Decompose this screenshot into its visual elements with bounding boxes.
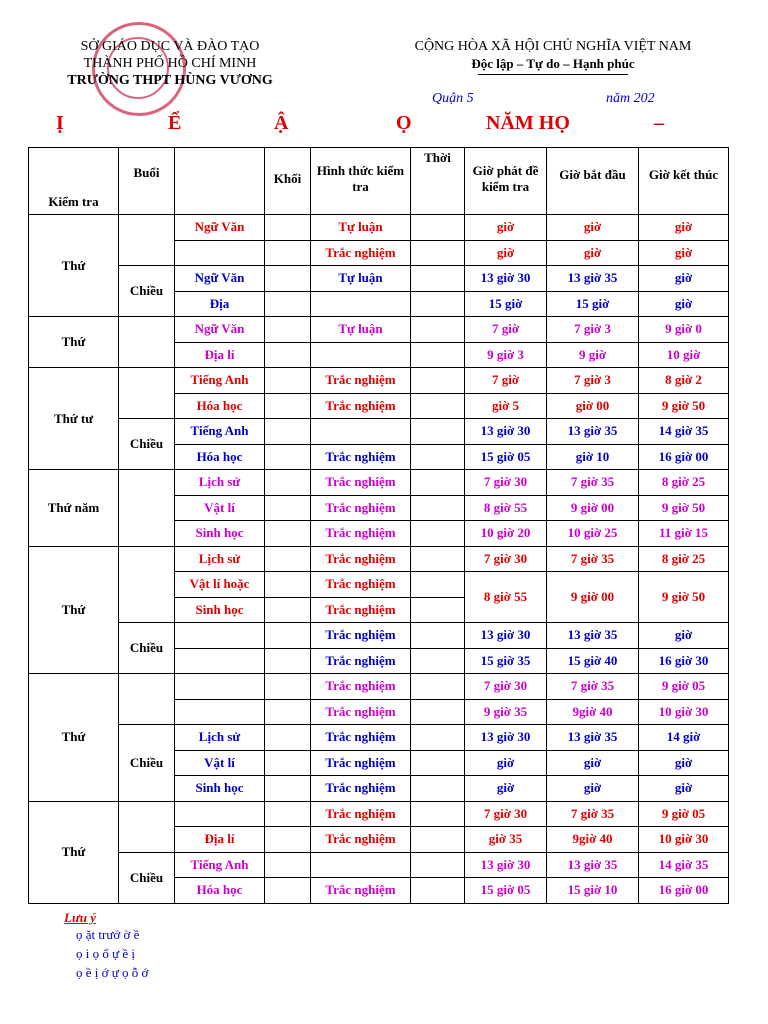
grade-cell — [265, 419, 311, 445]
bat-time-cell: giờ 00 — [547, 393, 639, 419]
phat-time-cell: 9 giờ 3 — [465, 342, 547, 368]
grade-cell — [265, 470, 311, 496]
phat-time-cell: 8 giờ 55 — [465, 572, 547, 623]
bat-time-cell: 13 giờ 35 — [547, 852, 639, 878]
bat-time-cell: 7 giờ 35 — [547, 470, 639, 496]
ket-time-cell: 16 giờ 00 — [639, 444, 729, 470]
duration-cell — [411, 266, 465, 292]
subject-cell: Lịch sử — [175, 546, 265, 572]
subject-cell — [175, 648, 265, 674]
duration-cell — [411, 419, 465, 445]
title-part-4: Ọ — [396, 112, 412, 134]
ket-time-cell: giờ — [639, 266, 729, 292]
phat-time-cell: 13 giờ 30 — [465, 852, 547, 878]
exam-type-cell: Trắc nghiệm — [311, 725, 411, 751]
exam-type-cell — [311, 342, 411, 368]
subject-cell: Hóa học — [175, 878, 265, 904]
duration-cell — [411, 342, 465, 368]
subject-cell: Sinh học — [175, 776, 265, 802]
day-cell: Thứ — [29, 215, 119, 317]
title-part-2: Ể — [168, 112, 182, 134]
table-row — [29, 317, 729, 343]
duration-cell — [411, 674, 465, 700]
phat-time-cell: giờ — [465, 240, 547, 266]
duration-cell — [411, 699, 465, 725]
table-row — [29, 419, 729, 445]
duration-cell — [411, 317, 465, 343]
phat-time-cell: 13 giờ 30 — [465, 419, 547, 445]
issuer-line-2: THÀNH PHỐ HỒ CHÍ MINH — [83, 56, 257, 71]
duration-cell — [411, 393, 465, 419]
ket-time-cell: 8 giờ 25 — [639, 470, 729, 496]
note-line-1: ọ ặt trướ ờ ề — [76, 927, 140, 942]
grade-cell — [265, 368, 311, 394]
session-cell: Chiều — [119, 623, 175, 674]
exam-type-cell: Trắc nghiệm — [311, 776, 411, 802]
phat-time-cell: 15 giờ 05 — [465, 878, 547, 904]
exam-type-cell: Trắc nghiệm — [311, 597, 411, 623]
duration-cell — [411, 725, 465, 751]
grade-cell — [265, 291, 311, 317]
col-header: Giờ phát đề kiểm tra — [465, 148, 547, 215]
exam-type-cell: Trắc nghiệm — [311, 750, 411, 776]
session-cell — [119, 546, 175, 623]
grade-cell — [265, 215, 311, 241]
subject-cell — [175, 801, 265, 827]
day-cell: Thứ — [29, 674, 119, 802]
duration-cell — [411, 521, 465, 547]
grade-cell — [265, 725, 311, 751]
phat-time-cell: 13 giờ 30 — [465, 266, 547, 292]
bat-time-cell: 7 giờ 3 — [547, 317, 639, 343]
session-cell — [119, 317, 175, 368]
phat-time-cell: 7 giờ — [465, 317, 547, 343]
duration-cell — [411, 444, 465, 470]
subject-cell: Vật lí — [175, 750, 265, 776]
subject-cell: Địa lí — [175, 827, 265, 853]
grade-cell — [265, 572, 311, 598]
subject-cell: Tiếng Anh — [175, 419, 265, 445]
subject-cell: Địa — [175, 291, 265, 317]
ket-time-cell: 9 giờ 05 — [639, 674, 729, 700]
session-cell: Chiều — [119, 725, 175, 802]
date-district: Quận 5 — [432, 91, 474, 106]
exam-type-cell: Trắc nghiệm — [311, 444, 411, 470]
ket-time-cell: 10 giờ 30 — [639, 827, 729, 853]
ket-time-cell: 10 giờ — [639, 342, 729, 368]
duration-cell — [411, 291, 465, 317]
table-row — [29, 725, 729, 751]
table-row — [29, 623, 729, 649]
bat-time-cell: 7 giờ 35 — [547, 546, 639, 572]
duration-cell — [411, 648, 465, 674]
ket-time-cell: 9 giờ 0 — [639, 317, 729, 343]
exam-schedule-table — [28, 147, 729, 904]
bat-time-cell: 9 giờ — [547, 342, 639, 368]
exam-type-cell: Trắc nghiệm — [311, 699, 411, 725]
subject-cell — [175, 240, 265, 266]
ket-time-cell: 9 giờ 05 — [639, 801, 729, 827]
bat-time-cell: 7 giờ 35 — [547, 801, 639, 827]
subject-cell: Ngữ Văn — [175, 215, 265, 241]
title-part-5: NĂM HỌ — [486, 112, 570, 134]
subject-cell — [175, 623, 265, 649]
table-row — [29, 674, 729, 700]
col-header: Hình thức kiểm tra — [311, 148, 411, 215]
day-cell: Thứ — [29, 546, 119, 674]
phat-time-cell: giờ — [465, 215, 547, 241]
ket-time-cell: giờ — [639, 215, 729, 241]
ket-time-cell: 8 giờ 2 — [639, 368, 729, 394]
phat-time-cell: 15 giờ 35 — [465, 648, 547, 674]
grade-cell — [265, 648, 311, 674]
grade-cell — [265, 801, 311, 827]
table-row — [29, 470, 729, 496]
session-cell: Chiều — [119, 852, 175, 903]
phat-time-cell: 15 giờ — [465, 291, 547, 317]
session-cell — [119, 674, 175, 725]
ket-time-cell: giờ — [639, 240, 729, 266]
subject-cell — [175, 674, 265, 700]
exam-type-cell: Trắc nghiệm — [311, 240, 411, 266]
grade-cell — [265, 521, 311, 547]
subject-cell — [175, 699, 265, 725]
duration-cell — [411, 801, 465, 827]
ket-time-cell: 9 giờ 50 — [639, 572, 729, 623]
grade-cell — [265, 878, 311, 904]
ket-time-cell: 10 giờ 30 — [639, 699, 729, 725]
national-motto-block — [378, 38, 728, 75]
phat-time-cell: giờ — [465, 750, 547, 776]
duration-cell — [411, 776, 465, 802]
exam-type-cell — [311, 852, 411, 878]
grade-cell — [265, 776, 311, 802]
issuer-line-1: SỞ GIÁO DỤC VÀ ĐÀO TẠO — [80, 39, 260, 54]
bat-time-cell: giờ — [547, 240, 639, 266]
issuer-line-3: TRƯỜNG THPT HÙNG VƯƠNG — [67, 73, 273, 88]
duration-cell — [411, 852, 465, 878]
bat-time-cell: 13 giờ 35 — [547, 623, 639, 649]
duration-cell — [411, 495, 465, 521]
ket-time-cell: 14 giờ 35 — [639, 419, 729, 445]
phat-time-cell: 7 giờ 30 — [465, 546, 547, 572]
duration-cell — [411, 827, 465, 853]
grade-cell — [265, 699, 311, 725]
bat-time-cell: giờ — [547, 750, 639, 776]
day-cell: Thứ năm — [29, 470, 119, 547]
ket-time-cell: 14 giờ 35 — [639, 852, 729, 878]
subject-cell: Sinh học — [175, 521, 265, 547]
duration-cell — [411, 750, 465, 776]
subject-cell: Ngữ Văn — [175, 266, 265, 292]
subject-cell: Lịch sử — [175, 470, 265, 496]
phat-time-cell: 15 giờ 05 — [465, 444, 547, 470]
col-header — [175, 148, 265, 215]
day-cell: Thứ — [29, 317, 119, 368]
day-cell: Thứ tư — [29, 368, 119, 470]
exam-type-cell: Trắc nghiệm — [311, 623, 411, 649]
session-cell — [119, 215, 175, 266]
session-cell — [119, 470, 175, 547]
exam-type-cell: Trắc nghiệm — [311, 674, 411, 700]
grade-cell — [265, 546, 311, 572]
grade-cell — [265, 266, 311, 292]
table-row — [29, 215, 729, 241]
col-header: Giờ kết thúc — [639, 148, 729, 215]
title-part-1: Ị — [56, 112, 64, 134]
col-header: Thời — [411, 148, 465, 215]
day-cell: Thứ — [29, 801, 119, 903]
bat-time-cell: 13 giờ 35 — [547, 419, 639, 445]
col-header: Buổi — [119, 148, 175, 215]
bat-time-cell: 13 giờ 35 — [547, 266, 639, 292]
duration-cell — [411, 470, 465, 496]
bat-time-cell: 9giờ 40 — [547, 699, 639, 725]
issuer-block — [40, 38, 300, 89]
exam-type-cell: Trắc nghiệm — [311, 521, 411, 547]
phat-time-cell: 10 giờ 20 — [465, 521, 547, 547]
session-cell: Chiều — [119, 266, 175, 317]
phat-time-cell: 13 giờ 30 — [465, 623, 547, 649]
ket-time-cell: 8 giờ 25 — [639, 546, 729, 572]
ket-time-cell: giờ — [639, 776, 729, 802]
exam-type-cell: Trắc nghiệm — [311, 827, 411, 853]
subject-cell: Hóa học — [175, 444, 265, 470]
phat-time-cell: 8 giờ 55 — [465, 495, 547, 521]
exam-type-cell: Trắc nghiệm — [311, 495, 411, 521]
duration-cell — [411, 597, 465, 623]
duration-cell — [411, 572, 465, 598]
ket-time-cell: 16 giờ 00 — [639, 878, 729, 904]
ket-time-cell: giờ — [639, 291, 729, 317]
duration-cell — [411, 546, 465, 572]
subject-cell: Địa lí — [175, 342, 265, 368]
grade-cell — [265, 393, 311, 419]
subject-cell: Sinh học — [175, 597, 265, 623]
ket-time-cell: 11 giờ 15 — [639, 521, 729, 547]
grade-cell — [265, 827, 311, 853]
grade-cell — [265, 317, 311, 343]
table-header-row — [29, 148, 729, 215]
phat-time-cell: giờ — [465, 776, 547, 802]
grade-cell — [265, 852, 311, 878]
grade-cell — [265, 495, 311, 521]
exam-type-cell: Trắc nghiệm — [311, 470, 411, 496]
phat-time-cell: 7 giờ 30 — [465, 674, 547, 700]
table-row — [29, 801, 729, 827]
subject-cell: Vật lí hoặc — [175, 572, 265, 598]
duration-cell — [411, 215, 465, 241]
subject-cell: Vật lí — [175, 495, 265, 521]
subject-cell: Tiếng Anh — [175, 368, 265, 394]
col-header: Khối — [265, 148, 311, 215]
session-cell — [119, 801, 175, 852]
table-row — [29, 266, 729, 292]
duration-cell — [411, 368, 465, 394]
table-row — [29, 368, 729, 394]
bat-time-cell: 15 giờ 10 — [547, 878, 639, 904]
session-cell — [119, 368, 175, 419]
table-row — [29, 546, 729, 572]
ket-time-cell: 14 giờ — [639, 725, 729, 751]
title-part-3: Ậ — [274, 112, 289, 134]
note-label: Lưu ý — [64, 910, 96, 925]
grade-cell — [265, 342, 311, 368]
note-line-3: ọ ề ị ớ ự ọ ỗ ớ — [76, 965, 149, 980]
grade-cell — [265, 444, 311, 470]
exam-type-cell — [311, 419, 411, 445]
exam-type-cell: Tự luận — [311, 317, 411, 343]
phat-time-cell: giờ 35 — [465, 827, 547, 853]
exam-type-cell: Tự luận — [311, 266, 411, 292]
date-year: năm 202 — [606, 91, 655, 106]
duration-cell — [411, 878, 465, 904]
grade-cell — [265, 597, 311, 623]
subject-cell: Lịch sử — [175, 725, 265, 751]
bat-time-cell: 9giờ 40 — [547, 827, 639, 853]
exam-type-cell: Trắc nghiệm — [311, 648, 411, 674]
bat-time-cell: 13 giờ 35 — [547, 725, 639, 751]
bat-time-cell: giờ — [547, 215, 639, 241]
ket-time-cell: 9 giờ 50 — [639, 393, 729, 419]
motto: Độc lập – Tự do – Hạnh phúc — [471, 56, 635, 71]
bat-time-cell: 15 giờ — [547, 291, 639, 317]
exam-type-cell: Trắc nghiệm — [311, 546, 411, 572]
bat-time-cell: giờ — [547, 776, 639, 802]
ket-time-cell: 16 giờ 30 — [639, 648, 729, 674]
exam-type-cell: Trắc nghiệm — [311, 801, 411, 827]
grade-cell — [265, 623, 311, 649]
title-part-6: – — [654, 112, 664, 134]
col-header: Kiểm tra — [29, 148, 119, 215]
exam-type-cell: Trắc nghiệm — [311, 572, 411, 598]
bat-time-cell: giờ 10 — [547, 444, 639, 470]
ket-time-cell: giờ — [639, 750, 729, 776]
phat-time-cell: 13 giờ 30 — [465, 725, 547, 751]
table-body — [29, 215, 729, 904]
bat-time-cell: 7 giờ 35 — [547, 674, 639, 700]
motto-underline — [478, 74, 628, 75]
bat-time-cell: 9 giờ 00 — [547, 572, 639, 623]
duration-cell — [411, 240, 465, 266]
phat-time-cell: 7 giờ 30 — [465, 801, 547, 827]
phat-time-cell: 7 giờ — [465, 368, 547, 394]
duration-cell — [411, 623, 465, 649]
bat-time-cell: 15 giờ 40 — [547, 648, 639, 674]
exam-type-cell: Trắc nghiệm — [311, 878, 411, 904]
phat-time-cell: 9 giờ 35 — [465, 699, 547, 725]
exam-type-cell: Tự luận — [311, 215, 411, 241]
ket-time-cell: 9 giờ 50 — [639, 495, 729, 521]
table-row — [29, 852, 729, 878]
col-header: Giờ bắt đầu — [547, 148, 639, 215]
exam-type-cell: Trắc nghiệm — [311, 393, 411, 419]
bat-time-cell: 10 giờ 25 — [547, 521, 639, 547]
subject-cell: Ngữ Văn — [175, 317, 265, 343]
subject-cell: Hóa học — [175, 393, 265, 419]
republic-title: CỘNG HÒA XÃ HỘI CHỦ NGHĨA VIỆT NAM — [414, 39, 692, 54]
grade-cell — [265, 240, 311, 266]
ket-time-cell: giờ — [639, 623, 729, 649]
subject-cell: Tiếng Anh — [175, 852, 265, 878]
grade-cell — [265, 750, 311, 776]
grade-cell — [265, 674, 311, 700]
exam-type-cell — [311, 291, 411, 317]
bat-time-cell: 9 giờ 00 — [547, 495, 639, 521]
exam-type-cell: Trắc nghiệm — [311, 368, 411, 394]
session-cell: Chiều — [119, 419, 175, 470]
phat-time-cell: 7 giờ 30 — [465, 470, 547, 496]
phat-time-cell: giờ 5 — [465, 393, 547, 419]
note-line-2: ọ i ọ ổ ự ề ị — [76, 946, 136, 961]
bat-time-cell: 7 giờ 3 — [547, 368, 639, 394]
